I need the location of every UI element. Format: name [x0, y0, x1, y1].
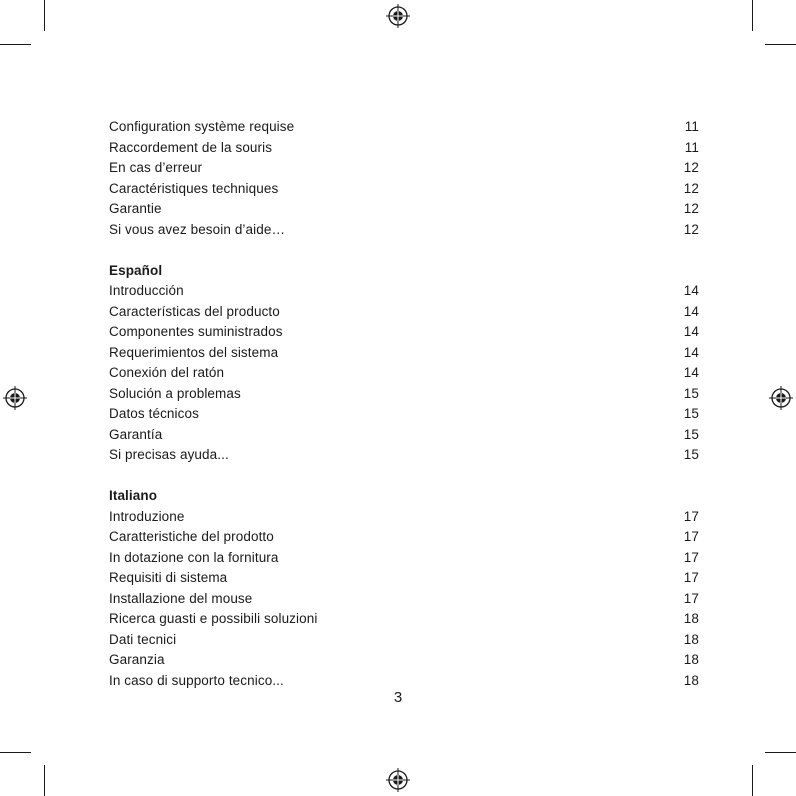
toc-entry-page: 17 — [683, 549, 699, 565]
crop-mark — [0, 44, 31, 45]
toc-entry-title: Introducción — [109, 283, 184, 298]
toc-entry-title: Ricerca guasti e possibili soluzioni — [109, 611, 318, 626]
toc-entry-page: 11 — [684, 139, 699, 155]
toc-entry-title: Requisiti di sistema — [109, 570, 228, 585]
section-spacer — [109, 466, 699, 487]
toc-entry-page: 17 — [683, 508, 699, 524]
crop-mark — [765, 44, 796, 45]
toc-entry — [109, 363, 699, 384]
toc-entry-title: Componentes suministrados — [109, 324, 283, 339]
toc-entry — [109, 220, 699, 241]
toc-entry-page: 18 — [683, 652, 699, 667]
toc-entry-title: Garantie — [109, 201, 162, 216]
toc-entry-title: Conexión del ratón — [109, 365, 225, 380]
crop-mark — [44, 765, 45, 796]
toc-entry-page: 15 — [683, 406, 699, 421]
toc-entry-page: 18 — [683, 631, 699, 647]
toc-entry — [109, 630, 699, 651]
toc-entry-title: Si vous avez besoin d’aide… — [109, 221, 286, 237]
toc-entry-page: 15 — [683, 426, 699, 442]
section-spacer — [109, 240, 699, 261]
toc-entry-page: 17 — [683, 570, 699, 585]
toc-entry — [109, 404, 699, 425]
toc-entry-title: Solución a problemas — [109, 385, 241, 401]
toc-entry — [109, 384, 699, 405]
toc-entry-title: Características del producto — [109, 303, 280, 319]
toc-entry — [109, 507, 699, 528]
toc-entry-page: 11 — [684, 119, 699, 134]
toc-entry-page: 14 — [683, 324, 699, 339]
toc-entry-title: Caractéristiques techniques — [109, 180, 279, 196]
toc-entry-page: 18 — [683, 672, 699, 688]
toc-entry-page: 12 — [683, 221, 699, 237]
toc-entry — [109, 343, 699, 364]
registration-mark-icon — [386, 768, 410, 792]
toc-entry-title: Garanzia — [109, 652, 165, 667]
toc-entry-title: In caso di supporto tecnico... — [109, 672, 284, 688]
toc-entry-title: Installazione del mouse — [109, 590, 253, 606]
toc-entry-title: Garantía — [109, 426, 163, 442]
toc-entry-title: Configuration système requise — [109, 119, 295, 134]
toc-entry — [109, 589, 699, 610]
toc-entry — [109, 179, 699, 200]
toc-entry-title: En cas d’erreur — [109, 160, 203, 175]
section-heading-spanish — [109, 261, 699, 282]
crop-mark — [752, 0, 753, 31]
toc-entry — [109, 527, 699, 548]
toc-entry — [109, 322, 699, 343]
toc-entry — [109, 281, 699, 302]
toc-entry — [109, 138, 699, 159]
crop-mark — [765, 752, 796, 753]
toc-entry — [109, 568, 699, 589]
toc-entry — [109, 425, 699, 446]
toc-entry-page: 15 — [683, 385, 699, 401]
toc-entry — [109, 445, 699, 466]
toc-entry — [109, 117, 699, 138]
toc-entry-title: Introduzione — [109, 508, 185, 524]
toc-entry-page: 14 — [683, 344, 699, 360]
toc-entry-title: Requerimientos del sistema — [109, 344, 279, 360]
toc-entry — [109, 548, 699, 569]
toc-entry — [109, 199, 699, 220]
toc-entry-page: 12 — [683, 160, 699, 175]
toc-entry-page: 17 — [683, 590, 699, 606]
crop-mark — [0, 752, 31, 753]
section-heading-text: Español — [109, 262, 163, 278]
toc-entry — [109, 158, 699, 179]
toc-entry-page: 12 — [683, 180, 699, 196]
section-heading-text: Italiano — [109, 488, 158, 503]
toc-entry — [109, 671, 699, 692]
table-of-contents — [109, 117, 699, 691]
toc-entry-title: Caratteristiche del prodotto — [109, 529, 274, 544]
registration-mark-icon — [3, 386, 27, 410]
crop-mark — [44, 0, 45, 31]
registration-mark-icon — [769, 386, 793, 410]
toc-entry-page: 15 — [683, 447, 699, 462]
toc-entry-page: 17 — [683, 529, 699, 544]
toc-entry-title: Datos técnicos — [109, 406, 199, 421]
toc-entry-title: Raccordement de la souris — [109, 139, 273, 155]
toc-entry-page: 14 — [683, 283, 699, 298]
registration-mark-icon — [386, 4, 410, 28]
toc-entry-title: In dotazione con la fornitura — [109, 549, 279, 565]
toc-entry-title: Dati tecnici — [109, 631, 177, 647]
toc-entry-page: 14 — [683, 365, 699, 380]
section-heading-italian — [109, 486, 699, 507]
toc-entry-title: Si precisas ayuda... — [109, 447, 229, 462]
toc-entry-page: 18 — [683, 611, 699, 626]
crop-mark — [752, 765, 753, 796]
toc-entry — [109, 609, 699, 630]
toc-entry-page: 14 — [683, 303, 699, 319]
toc-entry-page: 12 — [683, 201, 699, 216]
page-number: 3 — [393, 689, 403, 706]
toc-entry — [109, 302, 699, 323]
toc-entry — [109, 650, 699, 671]
